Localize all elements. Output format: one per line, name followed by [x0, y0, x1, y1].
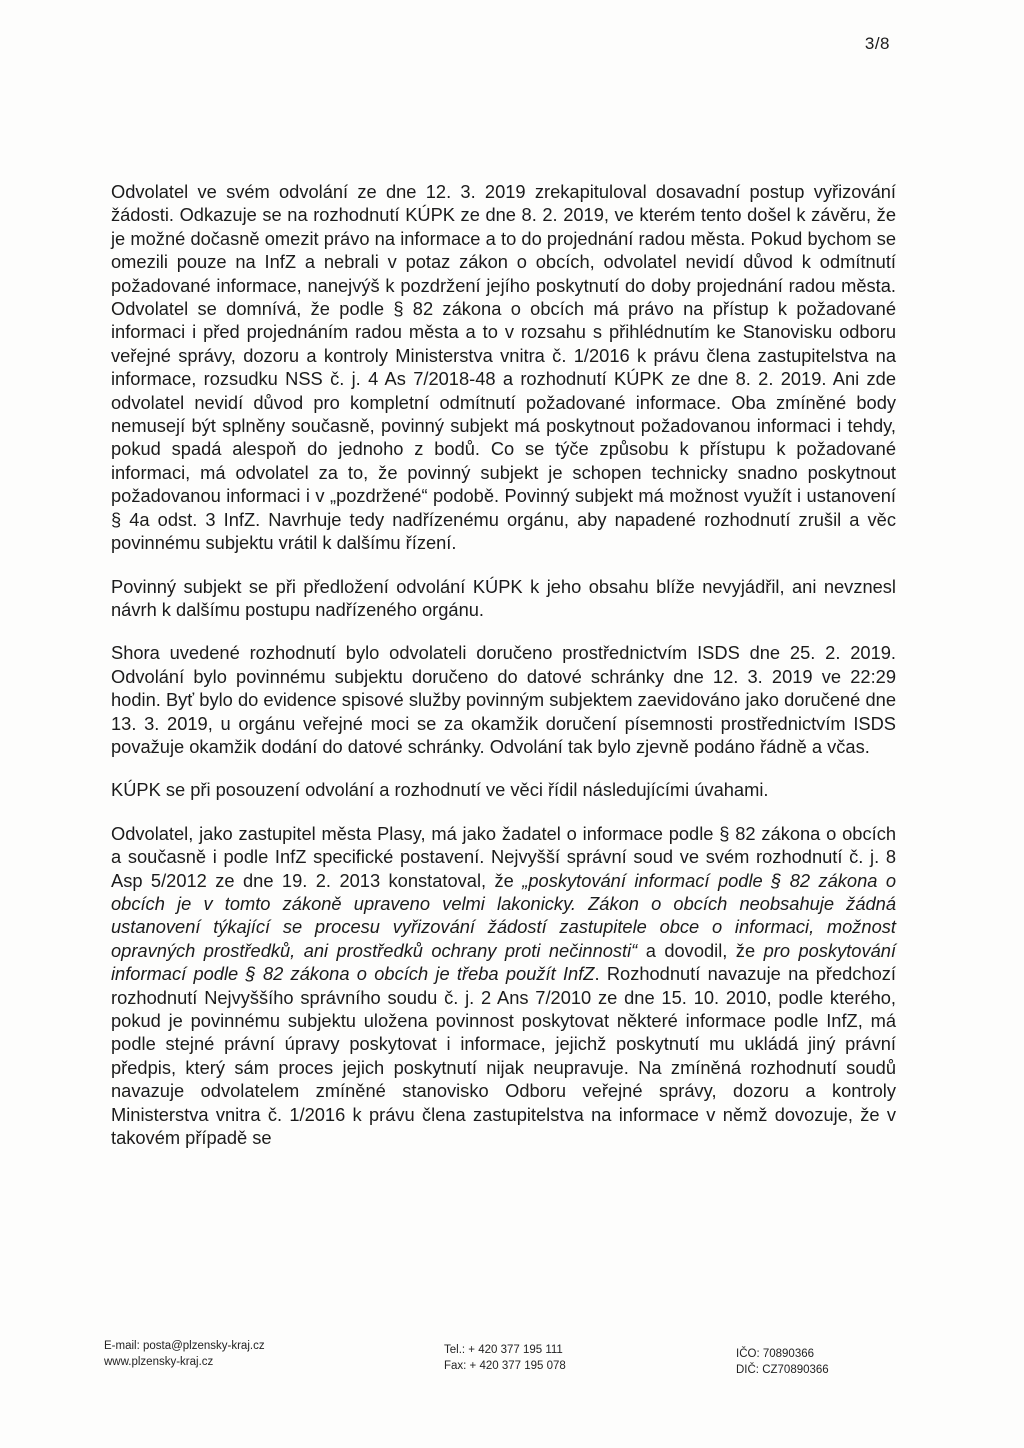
text-run: . Rozhodnutí navazuje na předchozí rozhodnutí Nejvyššího správního soudu č. j. 2 Ans 7/2010 ze dne 15. 10. 2010, podle kterého, pokud je povinnému subjektu uložena povinnost poskytovat některé informace podle InfZ, má podle stejné právní úpravy poskytovat i informace, jejichž poskytnutí mu ukládá jiný právní předpis, který sám proces jejich poskytnutí nijak neupravuje. Na zmíněná rozhodnutí soudů navazuje odvolatelem zmíněné stanovisko Odboru veřejné správy, dozoru a kontroly Ministerstva vnitra č. 1/2016 k právu člena zastupitelstva na informace v němž dovozuje, že v takovém případě se [111, 963, 897, 1149]
document-body [111, 180, 896, 1169]
footer-dic: DIČ: CZ70890366 [736, 1364, 829, 1376]
footer-web[interactable]: www.plzensky-kraj.cz [104, 1356, 214, 1368]
page-number: 3/8 [864, 34, 890, 53]
footer-ico: IČO: 70890366 [736, 1348, 815, 1360]
footer-email[interactable]: E-mail: posta@plzensky-kraj.cz [104, 1340, 265, 1352]
court-quote: „poskytování informací podle § 82 zákona o obcích je v tomto zákoně upraveno velmi lakonicky. Zákon o obcích neobsahuje žádná ustanovení týkající se procesu vyřizování žádostí zastupitele obce o informaci, možnost opravných prostředků, ani prostředků ochrany proti nečinnosti“ [111, 869, 896, 961]
footer-fax: Fax: + 420 377 195 078 [444, 1360, 566, 1372]
footer-phone [444, 1342, 566, 1374]
footer-contact [104, 1338, 265, 1370]
paragraph-appeal-summary: Odvolatel ve svém odvolání ze dne 12. 3. 2019 zrekapituloval dosavadní postup vyřizování žádosti. Odkazuje se na rozhodnutí KÚPK ze dne 8. 2. 2019, ve kterém tento došel k závěru, že je možné dočasně omezit právo na informace a to do projednání radou města. Pokud bychom se omezili pouze na InfZ a nebrali v potaz zákon o obcích, odvolatel nevidí důvod k odmítnutí požadované informace, nanejvýš k pozdržení jejího poskytnutí do doby projednání radou města. Odvolatel se domnívá, že podle § 82 zákona o obcích má právo na přístup k požadované informaci i před projednáním radou města a to v rozsahu s přihlédnutím ke Stanovisku odboru veřejné správy, dozoru a kontroly Ministerstva vnitra č. 1/2016 k právu člena zastupitelstva na informace, rozsudku NSS č. j. 4 As 7/2018-48 a rozhodnutí KÚPK ze dne 8. 2. 2019. Ani zde odvolatel nevidí důvod pro kompletní odmítnutí požadované informace. Oba zmíněné body nemusejí být splněny současně, povinný subjekt má poskytnout požadovanou informaci i tehdy, pokud spadá alespoň do jednoho z bodů. Co se týče způsobu k přístupu k požadované informaci, má odvolatel za to, že povinný subjekt je schopen technicky snadno poskytnout požadovanou informaci i v „pozdržené“ podobě. Povinný subjekt má možnost využít i ustanovení § 4a odst. 3 InfZ. Navrhuje tedy nadřízenému orgánu, aby napadené rozhodnutí zrušil a věc povinnému subjektu vrátil k dalšímu řízení. [111, 181, 896, 554]
text-run: a dovodil, že [637, 939, 764, 961]
paragraph-obliged-subject: Povinný subjekt se při předložení odvolání KÚPK k jeho obsahu blíže nevyjádřil, ani nevznesl návrh k dalšímu postupu nadřízeného orgánu. [111, 575, 896, 620]
court-conclusion: pro poskytování informací podle § 82 zákona o obcích je třeba použít InfZ [111, 939, 897, 985]
paragraph-considerations: KÚPK se při posouzení odvolání a rozhodnutí ve věci řídil následujícími úvahami. [111, 779, 769, 801]
footer-ids [736, 1346, 829, 1378]
paragraph-delivery: Shora uvedené rozhodnutí bylo odvolateli doručeno prostřednictvím ISDS dne 25. 2. 2019. Odvolání bylo povinnému subjektu doručeno do datové schránky dne 12. 3. 2019 ve 22:29 hodin. Byť bylo do evidence spisové služby povinným subjektem zaevidováno jako doručené dne 13. 3. 2019, u orgánu veřejné moci se za okamžik doručení písemnosti prostřednictvím ISDS považuje okamžik dodání do datové schránky. Odvolání tak bylo zjevně podáno řádně a včas. [111, 642, 896, 757]
text-run: Odvolatel, jako zastupitel města Plasy, má jako žadatel o informace podle § 82 zákona o obcích a současně i podle InfZ specifické postavení. Nejvyšší správní soud ve svém rozhodnutí č. j. 8 Asp 5/2012 ze dne 19. 2. 2013 konstatoval, že [111, 822, 896, 891]
paragraph-councillor-status [111, 822, 896, 1150]
footer-tel: Tel.: + 420 377 195 111 [444, 1344, 563, 1356]
